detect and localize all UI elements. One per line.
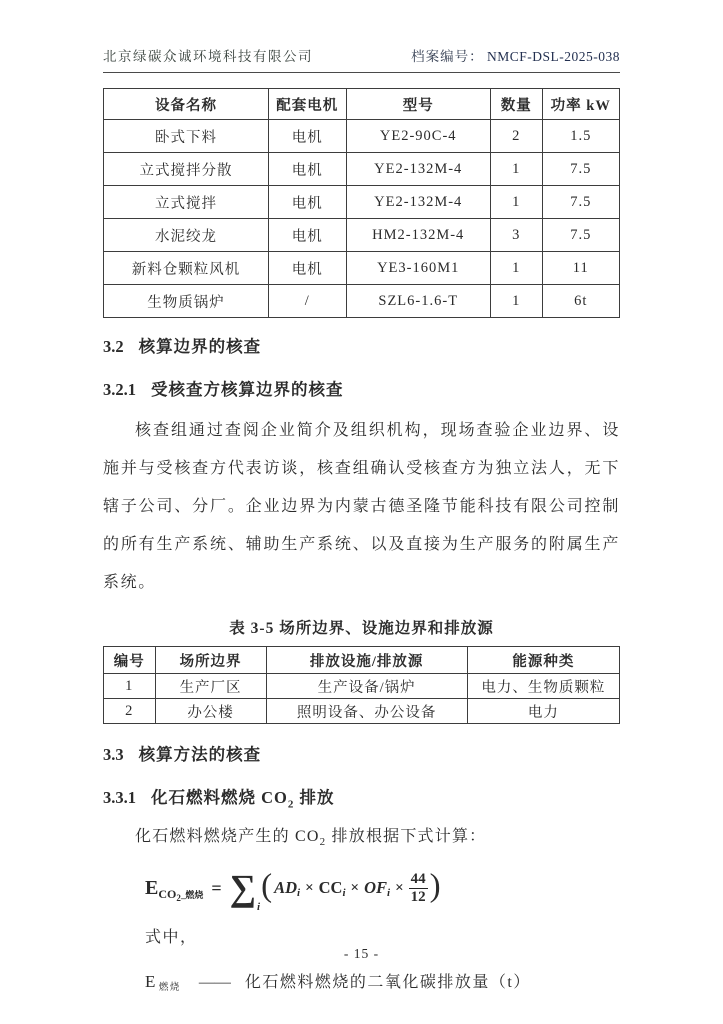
table-cell: YE2-132M-4: [346, 153, 490, 186]
table-cell: 6t: [542, 285, 619, 318]
table-cell: 卧式下料: [104, 120, 269, 153]
subscript: 2: [287, 798, 295, 811]
table-cell: 7.5: [542, 153, 619, 186]
equipment-table: [103, 88, 620, 318]
table-cell: 7.5: [542, 219, 619, 252]
body-paragraph: 核查组通过查阅企业简介及组织机构，现场查验企业边界、设施并与受核查方代表访谈，核查组确认受核查方为独立法人，无下辖子公司、分厂。企业边界为内蒙古德圣隆节能科技有限公司控制的所有生产系统、辅助生产系统、以及直接为生产服务的附属生产系统。: [103, 422, 620, 591]
section-title: 核算方法的核查: [138, 745, 262, 764]
table-cell: 水泥绞龙: [104, 219, 269, 252]
section-number: 3.3: [103, 745, 124, 764]
table-row: [104, 120, 620, 153]
intro-text: 排放根据下式计算：: [326, 828, 487, 846]
where-intro: 式中，: [145, 929, 198, 947]
col-header: 能源种类: [467, 647, 619, 674]
table-row: [104, 219, 620, 252]
formula-intro: [103, 823, 620, 848]
section-number: 3.3.1: [103, 788, 136, 807]
table-row: [104, 699, 620, 724]
col-header: 排放设施/排放源: [266, 647, 467, 674]
section-title-text: 排放: [294, 788, 335, 807]
section-title: 核算边界的核查: [138, 337, 262, 356]
table-cell: 生物质锅炉: [104, 285, 269, 318]
formula-lhs: E: [145, 876, 159, 899]
table-cell: 电机: [269, 219, 346, 252]
col-header: 数量: [490, 89, 542, 120]
section-heading-3-2-1: [103, 376, 620, 400]
table-cell: SZL6-1.6-T: [346, 285, 490, 318]
table-cell: YE2-132M-4: [346, 186, 490, 219]
table-cell: 电机: [269, 120, 346, 153]
table-cell: 电力、生物质颗粒: [467, 674, 619, 699]
table-cell: 1: [490, 285, 542, 318]
table-cell: YE2-90C-4: [346, 120, 490, 153]
page-header: [103, 45, 620, 73]
symbol-description: 化石燃料燃烧的二氧化碳排放量（t）: [244, 974, 531, 992]
summation: [229, 867, 261, 914]
archive-info: [411, 45, 620, 65]
col-header: 配套电机: [269, 89, 346, 120]
table-row: [104, 674, 620, 699]
equals-sign: =: [211, 877, 222, 898]
table-cell: 新料仓颗粒风机: [104, 252, 269, 285]
table-cell: 1: [104, 674, 156, 699]
subscript-text: CO: [158, 886, 177, 901]
section-title: 受核查方核算边界的核查: [151, 380, 344, 399]
table-cell: 立式搅拌分散: [104, 153, 269, 186]
intro-text: 化石燃料燃烧产生的 CO: [135, 828, 320, 846]
section-number: 3.2.1: [103, 380, 136, 399]
term-of: OF: [364, 878, 388, 898]
times-sign: ×: [350, 879, 360, 896]
term-subscript: i: [342, 887, 346, 900]
table-cell: 生产设备/锅炉: [266, 674, 467, 699]
table-cell: 11: [542, 252, 619, 285]
term-cc: CC: [318, 878, 343, 898]
table-cell: 照明设备、办公设备: [266, 699, 467, 724]
table-cell: 1: [490, 153, 542, 186]
boundary-table: [103, 646, 620, 724]
table-header-row: [104, 89, 620, 120]
table-cell: 1: [490, 252, 542, 285]
col-header: 场所边界: [155, 647, 266, 674]
section-number: 3.2: [103, 337, 124, 356]
page-content: [103, 45, 620, 992]
section-heading-3-2: [103, 333, 620, 357]
section-heading-3-3: [103, 741, 620, 765]
table-row: [104, 285, 620, 318]
table-cell: 电机: [269, 252, 346, 285]
table-cell: 3: [490, 219, 542, 252]
fraction-denominator: 12: [410, 888, 426, 905]
table-cell: 电力: [467, 699, 619, 724]
section-title-text: 化石燃料燃烧 CO: [151, 788, 288, 807]
col-header: 型号: [346, 89, 490, 120]
col-header: 编号: [104, 647, 156, 674]
term-subscript: i: [387, 887, 391, 900]
subscript-text: _燃烧: [180, 889, 204, 900]
open-paren: (: [261, 867, 273, 904]
page-number: - 15 -: [343, 946, 380, 961]
table-cell: 电机: [269, 153, 346, 186]
table-cell: 1: [490, 186, 542, 219]
table-header-row: [104, 647, 620, 674]
sigma-symbol: ∑: [229, 867, 257, 909]
subscript: 2: [319, 836, 327, 849]
table-cell: 电机: [269, 186, 346, 219]
col-header: 设备名称: [104, 89, 269, 120]
col-header: 功率 kW: [542, 89, 619, 120]
section-heading-3-3-1: [103, 784, 620, 810]
em-dash: ——: [198, 974, 231, 992]
subscript-text: 2: [176, 892, 181, 903]
sigma-index: i: [257, 901, 261, 914]
table-cell: 1.5: [542, 120, 619, 153]
table-cell: 立式搅拌: [104, 186, 269, 219]
table-cell: HM2-132M-4: [346, 219, 490, 252]
table-cell: 2: [490, 120, 542, 153]
fraction-44-12: [409, 871, 428, 907]
symbol-subscript: 燃烧: [158, 983, 181, 994]
table-row: [104, 153, 620, 186]
table-cell: 生产厂区: [155, 674, 266, 699]
archive-number: NMCF-DSL-2025-038: [486, 49, 620, 64]
times-sign: ×: [305, 879, 314, 896]
table-caption: 表 3-5 场所边界、设施边界和排放源: [229, 620, 494, 637]
table-cell: /: [269, 285, 346, 318]
table-cell: 2: [104, 699, 156, 724]
close-paren: ): [429, 867, 441, 904]
fraction-numerator: 44: [409, 871, 428, 889]
times-sign: ×: [395, 879, 404, 896]
co2-combustion-formula: [103, 862, 620, 914]
formula-lhs-subscript: [158, 887, 203, 902]
table-cell: 7.5: [542, 186, 619, 219]
symbol-e: E: [145, 972, 157, 992]
term-ad: AD: [274, 878, 297, 898]
where-definition: [103, 969, 620, 992]
table-row: [104, 252, 620, 285]
term-subscript: i: [297, 887, 301, 900]
table-cell: 办公楼: [155, 699, 266, 724]
company-name: 北京绿碳众诚环境科技有限公司: [103, 49, 313, 64]
table-row: [104, 186, 620, 219]
section-title: [151, 784, 335, 810]
archive-label: 档案编号：: [411, 49, 484, 64]
table-cell: YE3-160M1: [346, 252, 490, 285]
